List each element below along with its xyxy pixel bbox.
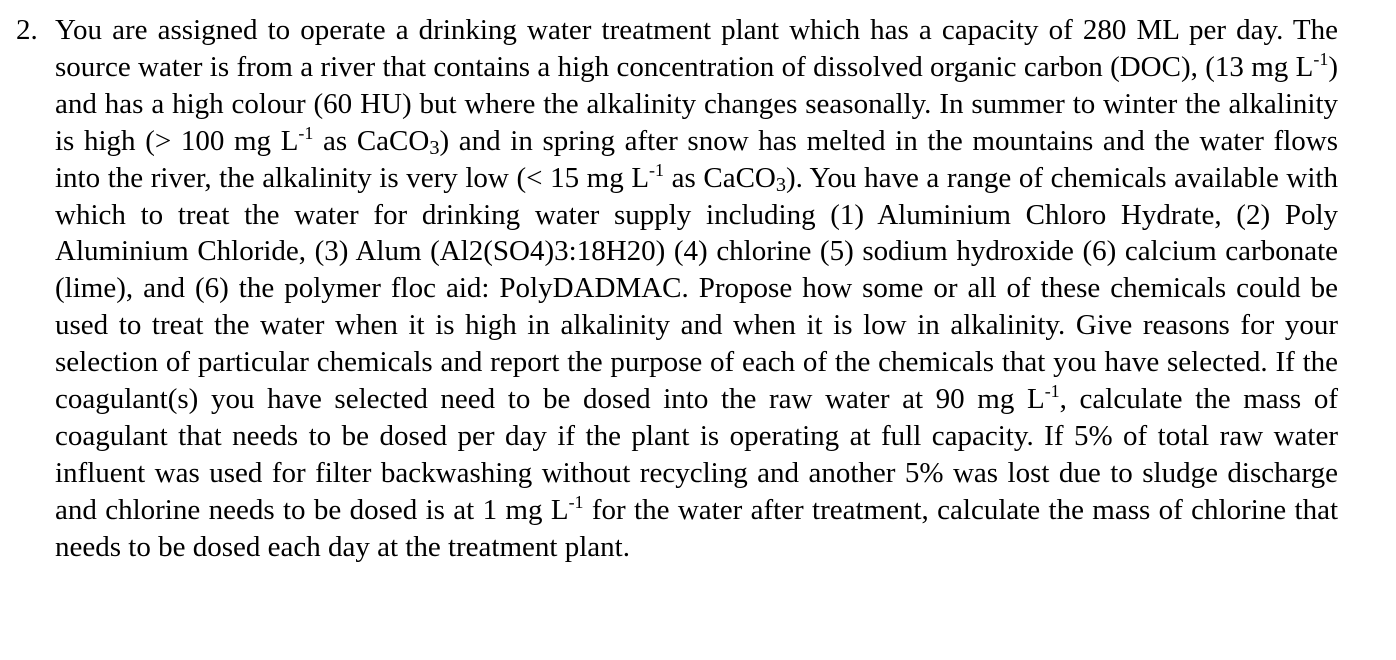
unit-exponent: -1 [649, 159, 665, 180]
unit-exponent: -1 [298, 122, 314, 143]
question-text-part: ). You have a range of chemicals available with which to treat the water for drinking water supply including (1) Aluminium Chloro Hydrate, (2) Poly Aluminium Chloride, (3) Alum (Al2(SO4)3:18H20) (4) chlorine (5) sodium hydroxide (6) calcium carbonate (lime), and (6) the polymer floc aid: PolyDADMAC. Propose how some or all of these chemicals could be used to treat the water when it is high in alkalinity and when it is low in alkalinity. Give reasons for your selection of particular chemicals and report the purpose of each of the chemicals that you have selected. If the coagulant(s) you have selected need to be dosed into the raw water at 90 mg L [55, 161, 1338, 416]
question-text-part: for the water after treatment, calculate the mass of chlorine that needs to be dosed each day at the treatment plant. [55, 493, 1339, 563]
unit-exponent: -1 [1313, 48, 1329, 69]
unit-exponent: -1 [568, 491, 584, 512]
question-text-part: as CaCO [313, 124, 430, 157]
question-text-part: You are assigned to operate a drinking water treatment plant which has a capacity of 280 ML per day. The source water is from a river that contains a high concentration of dissolved organic carbon (DOC), (13 mg L [55, 14, 1338, 83]
question-block [16, 12, 1338, 566]
question-number: 2. [16, 14, 38, 46]
question-text-part: ) and in spring after snow has melted in the mountains and the water flows into the river, the alkalinity is very low (< 15 mg L [55, 124, 1338, 194]
formula-subscript: 3 [775, 173, 787, 196]
question-text-part: ) and has a high colour (60 HU) but where the alkalinity changes seasonally. In summer to winter the alkalinity is high (> 100 mg L [55, 50, 1338, 157]
formula-subscript: 3 [429, 136, 440, 159]
question-text [55, 12, 1338, 566]
question-text-part: , calculate the mass of coagulant that needs to be dosed per day if the plant is operating at full capacity. If 5% of total raw water influent was used for filter backwashing without recycling and another 5% was lost due to sludge discharge and chlorine needs to be dosed is at 1 mg L [55, 383, 1338, 526]
question-text-part: as CaCO [664, 161, 776, 194]
unit-exponent: -1 [1044, 380, 1060, 401]
